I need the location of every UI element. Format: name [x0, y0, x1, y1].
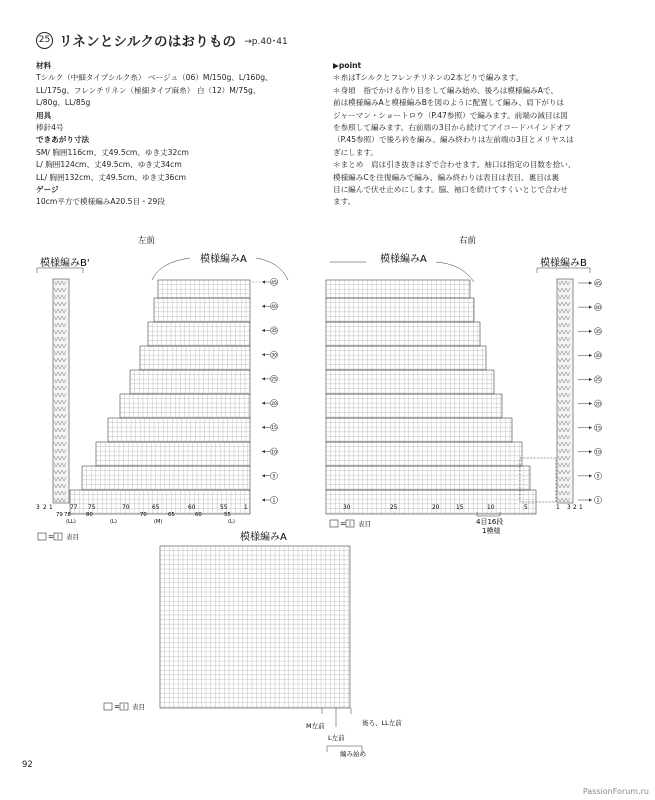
text-line: 目に編んで伏せ止めにします。脇、袖口を続けてすくいとじで合わせ — [333, 185, 568, 195]
row-number — [270, 327, 277, 334]
text-line: ＊まとめ 肩は引き抜きはぎで合わせます。袖口は指定の目数を拾い、 — [333, 160, 576, 170]
right-front-label-a: 模様編みA — [380, 254, 427, 265]
title-text: リネンとシルクのはおりもの — [59, 34, 237, 50]
pattern-b-column — [557, 279, 573, 503]
arrow-head — [589, 426, 592, 429]
svg-text:35: 35 — [271, 329, 277, 335]
svg-text:45: 45 — [595, 281, 601, 287]
arrow-head — [589, 378, 592, 381]
arrow-head — [262, 426, 265, 429]
section-heading: ▶point — [333, 61, 362, 70]
svg-text:45: 45 — [271, 280, 277, 286]
arrow-head — [589, 498, 592, 501]
left-front-grid-block — [82, 466, 250, 490]
text-line: L/80g、LL/85g — [36, 98, 91, 108]
decrease-area — [520, 458, 556, 502]
size-label: (L) — [110, 519, 117, 525]
right-front-repeat-note: 4目16段 — [476, 518, 504, 526]
bracket-a — [330, 262, 474, 282]
right-front-chart — [326, 262, 602, 516]
col-number-alt: 78 — [64, 512, 71, 518]
left-front-title: 左前 — [138, 236, 156, 246]
arrow-head — [262, 377, 265, 380]
svg-text:1: 1 — [596, 498, 600, 504]
pattern-a-chart — [160, 546, 362, 752]
svg-text:5: 5 — [596, 474, 600, 480]
label-back-ll: 後ろ、LL左前 — [362, 719, 402, 727]
svg-text:=: = — [340, 520, 346, 528]
row-number — [594, 328, 601, 335]
left-front-label-b: 模様編みB' — [40, 258, 90, 269]
text-line: Tシルク（中細タイプシルク糸） ベージュ（06）M/150g、L/160g、 — [36, 73, 273, 83]
arrow-head — [262, 402, 265, 405]
row-number — [270, 496, 277, 503]
pattern-a-title: 模様編みA — [240, 532, 287, 543]
label-l-left: L左前 — [328, 734, 345, 742]
text-line: ＊身頃 指でかける作り目をして編み始め、後ろは模様編みAで、 — [333, 85, 558, 95]
svg-text:=: = — [114, 703, 120, 711]
col-number: 1 — [49, 505, 53, 511]
watermark: PassionForum.ru — [582, 787, 649, 796]
row-number — [270, 400, 277, 407]
left-front-grid-block — [108, 418, 250, 442]
text-line: を参照して編みます。右前端の3目から続けてアイコードバインドオフ — [333, 123, 572, 133]
right-front-grid-block — [326, 394, 502, 418]
col-number: 3 — [567, 505, 571, 511]
page-number: 92 — [22, 760, 33, 770]
row-number — [594, 448, 601, 455]
row-number — [270, 278, 277, 285]
row-number — [594, 304, 601, 311]
text-line: 棒針4号 — [36, 123, 64, 133]
row-number — [594, 279, 601, 286]
title-number-badge: 25 — [36, 32, 53, 49]
pattern-b-prime-column — [53, 279, 69, 503]
right-front-grid-block — [326, 280, 470, 298]
col-number: 75 — [88, 505, 96, 511]
size-label: (M) — [154, 519, 163, 525]
row-number — [270, 351, 277, 358]
svg-text:10: 10 — [271, 450, 277, 456]
col-number: 2 — [573, 505, 577, 511]
legend-right — [330, 519, 371, 528]
left-front-grid-block — [130, 370, 250, 394]
right-front-repeat-note2: 1模様 — [482, 527, 501, 535]
row-number — [594, 376, 601, 383]
left-front-grid-block — [120, 394, 250, 418]
col-number: 10 — [487, 505, 495, 511]
text-line: LL/ 胸囲132cm、丈49.5cm、ゆき丈36cm — [36, 172, 186, 182]
arrow-head — [262, 353, 265, 356]
col-number: 30 — [343, 505, 351, 511]
svg-text:40: 40 — [271, 305, 277, 311]
arrow-head — [262, 280, 265, 283]
title-page-ref: →p.40･41 — [244, 36, 288, 47]
left-front-grid-block — [148, 322, 250, 346]
section-heading: ゲージ — [36, 185, 59, 195]
svg-text:=: = — [48, 533, 54, 541]
label-start: 編み始め — [340, 750, 366, 758]
col-number: 3 — [36, 505, 40, 511]
col-number-alt: 80 — [86, 512, 93, 518]
svg-text:40: 40 — [595, 305, 601, 311]
svg-text:表目: 表目 — [358, 520, 371, 528]
col-number: 5 — [524, 505, 528, 511]
row-number — [270, 375, 277, 382]
col-number: 20 — [432, 505, 440, 511]
row-number — [594, 472, 601, 479]
svg-text:表目: 表目 — [132, 703, 145, 711]
arrow-head — [589, 402, 592, 405]
text-line: 10cm平方で模様編みA20.5目・29段 — [36, 197, 165, 207]
text-line: ます。 — [333, 197, 356, 207]
right-front-grid-block — [326, 418, 512, 442]
left-front-label-a: 模様編みA — [200, 254, 247, 265]
arrow-head — [589, 450, 592, 453]
svg-text:15: 15 — [271, 426, 277, 432]
left-front-grid-block — [158, 280, 250, 298]
row-number — [594, 424, 601, 431]
legend-pattern-a — [104, 702, 145, 711]
text-line: ぎにします。 — [333, 147, 378, 157]
section-heading: 材料 — [36, 61, 52, 70]
row-number — [270, 424, 277, 431]
size-label: (LL) — [66, 519, 76, 525]
start-pointers — [322, 708, 351, 727]
legend-left — [38, 532, 79, 541]
pattern-a-grid — [160, 546, 350, 708]
left-front-grid-block — [140, 346, 250, 370]
right-front-grid-block — [326, 370, 494, 394]
section-heading: 用具 — [36, 110, 52, 120]
right-front-grid-block — [326, 322, 480, 346]
col-number: 1 — [244, 505, 248, 511]
text-line: 前は模様編みAと模様編みBを図のように配置して編み、肩下がりは — [333, 98, 565, 108]
col-number-alt: 79 — [56, 512, 63, 518]
col-number: 25 — [390, 505, 398, 511]
text-line: SM/ 胸囲116cm、丈49.5cm、ゆき丈32cm — [36, 147, 189, 157]
section-heading: できあがり寸法 — [36, 135, 90, 145]
svg-text:表目: 表目 — [66, 533, 79, 541]
row-number — [594, 496, 601, 503]
arrow-head — [262, 450, 265, 453]
text-line: LL/175g、フレンチリネン（極細タイプ麻糸） 白（12）M/75g、 — [36, 85, 261, 95]
svg-text:1: 1 — [272, 498, 276, 504]
right-front-title: 右前 — [459, 236, 477, 246]
svg-text:15: 15 — [595, 426, 601, 432]
arrow-head — [589, 474, 592, 477]
row-number — [270, 303, 277, 310]
arrow-head — [262, 498, 265, 501]
arrow-head — [589, 281, 592, 284]
right-front-grid-block — [326, 466, 530, 490]
col-number-alt: 55 — [224, 512, 231, 518]
left-front-grid-block — [154, 298, 250, 322]
svg-text:20: 20 — [271, 401, 277, 407]
arrow-head — [589, 306, 592, 309]
right-front-grid-block — [326, 298, 474, 322]
arrow-head — [262, 329, 265, 332]
row-number — [270, 472, 277, 479]
col-number: 77 — [70, 505, 78, 511]
row-number — [594, 400, 601, 407]
col-number: 1 — [579, 505, 583, 511]
col-number: 65 — [152, 505, 160, 511]
col-number: 70 — [122, 505, 130, 511]
col-number: 15 — [456, 505, 464, 511]
right-front-grid-block — [326, 490, 536, 514]
row-number — [270, 448, 277, 455]
col-number-alt: 70 — [140, 512, 147, 518]
arrow-head — [589, 354, 592, 357]
label-m-left: M左前 — [306, 722, 325, 730]
col-number-alt: 65 — [168, 512, 175, 518]
right-front-label-b: 模様編みB — [540, 258, 587, 269]
svg-text:30: 30 — [595, 354, 601, 360]
svg-text:20: 20 — [595, 402, 601, 408]
svg-text:10: 10 — [595, 450, 601, 456]
size-label: (L) — [228, 519, 235, 525]
right-front-grid-block — [326, 346, 486, 370]
right-front-grid-block — [326, 442, 522, 466]
col-number-alt: 60 — [195, 512, 202, 518]
col-number: 1 — [556, 505, 560, 511]
svg-text:25: 25 — [271, 377, 277, 383]
arrow-head — [262, 305, 265, 308]
row-number — [594, 352, 601, 359]
text-line: L/ 胸囲124cm、丈49.5cm、ゆき丈34cm — [36, 160, 182, 170]
text-line: （P.45参照）で後ろ衿を編み、編み終わりは左前端の3目とメリヤスは — [333, 135, 574, 145]
svg-text:30: 30 — [271, 353, 277, 359]
arrow-head — [589, 330, 592, 333]
svg-text:25: 25 — [595, 378, 601, 384]
svg-text:5: 5 — [272, 474, 276, 480]
col-number: 60 — [188, 505, 196, 511]
arrow-head — [262, 474, 265, 477]
text-line: 模様編みCを往復編みで編み、編み終わりは表目は表目、裏目は裏 — [333, 172, 559, 182]
svg-text:35: 35 — [595, 330, 601, 336]
left-front-grid-block — [96, 442, 250, 466]
left-front-chart — [36, 258, 288, 525]
col-number: 2 — [43, 505, 47, 511]
text-line: ＊糸はTシルクとフレンチリネンの2本どりで編みます。 — [333, 73, 524, 83]
col-number: 55 — [220, 505, 228, 511]
text-line: ジャーマン・ショートロウ（P.47参照）で編みます。前端の減目は図 — [333, 110, 568, 120]
